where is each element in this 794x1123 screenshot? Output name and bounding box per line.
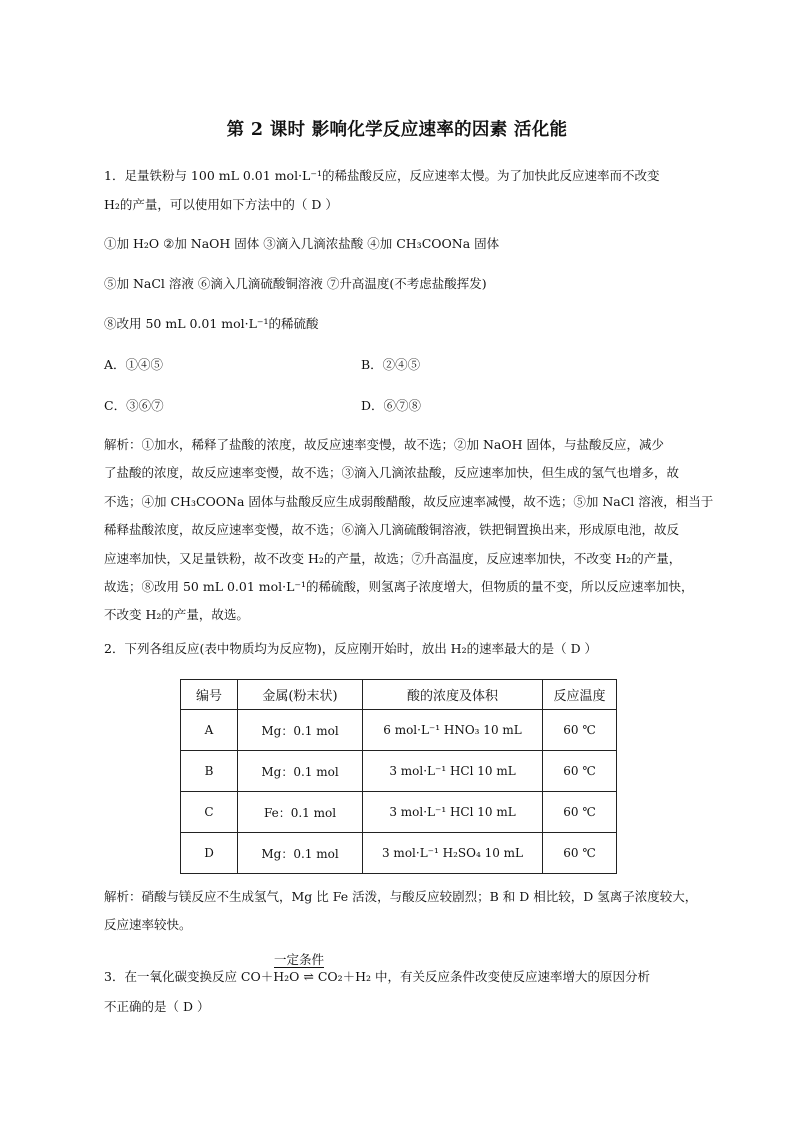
table-header: 金属(粉末状) [238, 680, 363, 710]
q1-analysis-line: 稀释盐酸浓度，故反应速率变慢，故不选；⑥滴入几滴硫酸铜溶液，铁把铜置换出来，形成原电池，故反 [104, 522, 680, 538]
table-cell: C [181, 792, 238, 833]
q1-option-a: A．①④⑤ [104, 357, 164, 372]
q1-items-line2: ⑤加 NaCl 溶液 ⑥滴入几滴硫酸铜溶液 ⑦升高温度(不考虑盐酸挥发) [104, 276, 487, 291]
table-row [181, 833, 617, 874]
table-cell: 6 mol·L⁻¹ HNO₃ 10 mL [363, 710, 543, 751]
q3-stem-line1: 3．在一氧化碳变换反应 CO＋H₂O ⇌ CO₂＋H₂ 中，有关反应条件改变使反应速率增大的原因分析 [104, 969, 651, 984]
table-cell: 60 ℃ [543, 751, 617, 792]
q1-analysis-line: 解析：①加水，稀释了盐酸的浓度，故反应速率变慢，故不选；②加 NaOH 固体，与盐酸反应，减少 [104, 437, 664, 452]
table-header: 酸的浓度及体积 [363, 680, 543, 710]
table-cell: D [181, 833, 238, 874]
table-cell: 60 ℃ [543, 710, 617, 751]
q1-option-c: C．③⑥⑦ [104, 398, 164, 413]
table-header: 编号 [181, 680, 238, 710]
table-cell: Mg：0.1 mol [238, 833, 363, 874]
q2-analysis-line: 解析：硝酸与镁反应不生成氢气，Mg 比 Fe 活泼，与酸反应较剧烈；B 和 D 相比较，D 氢离子浓度较大， [104, 889, 698, 904]
q2-analysis-line: 反应速率较快。 [104, 917, 192, 933]
table-cell: 3 mol·L⁻¹ HCl 10 mL [363, 751, 543, 792]
table-cell: Fe：0.1 mol [238, 792, 363, 833]
table-row [181, 710, 617, 751]
table-cell: 3 mol·L⁻¹ H₂SO₄ 10 mL [363, 833, 543, 874]
table-header: 反应温度 [543, 680, 617, 710]
q3-stem-line2: 不正确的是（ D ） [104, 999, 210, 1014]
q1-analysis-line: 不选；④加 CH₃COONa 固体与盐酸反应生成弱酸醋酸，故反应速率减慢，故不选；⑤加 NaCl 溶液，相当于 [104, 493, 714, 509]
q1-items-line1: ①加 H₂O ②加 NaOH 固体 ③滴入几滴浓盐酸 ④加 CH₃COONa 固体 [104, 236, 500, 251]
q1-stem-line2: H₂的产量，可以使用如下方法中的（ D ） [104, 197, 338, 212]
q1-analysis [104, 431, 724, 630]
table-row [181, 751, 617, 792]
q2-analysis [104, 883, 724, 940]
table-cell: 3 mol·L⁻¹ HCl 10 mL [363, 792, 543, 833]
reaction-table [180, 679, 617, 874]
table-row [181, 792, 617, 833]
q1-analysis-line: 不改变 H₂的产量，故选。 [104, 607, 249, 623]
q1-option-d: D．⑥⑦⑧ [361, 398, 422, 413]
page-title: 第 2 课时 影响化学反应速率的因素 活化能 [226, 120, 568, 140]
q1-analysis-line: 故选；⑧改用 50 mL 0.01 mol·L⁻¹的稀硫酸，则氢离子浓度增大，但物质的量不变，所以反应速率加快， [104, 579, 694, 595]
table-cell: 60 ℃ [543, 792, 617, 833]
table-cell: A [181, 710, 238, 751]
q1-option-b: B．②④⑤ [361, 357, 421, 372]
q2-stem: 2．下列各组反应(表中物质均为反应物)，反应刚开始时，放出 H₂的速率最大的是（ D ） [104, 641, 598, 656]
table-cell: B [181, 751, 238, 792]
q1-analysis-line: 了盐酸的浓度，故反应速率变慢，故不选；③滴入几滴浓盐酸，反应速率加快，但生成的氢气也增多，故 [104, 465, 680, 481]
q1-items-line3: ⑧改用 50 mL 0.01 mol·L⁻¹的稀硫酸 [104, 316, 319, 331]
table-cell: Mg：0.1 mol [238, 710, 363, 751]
table-header-row [181, 680, 617, 710]
table-cell: Mg：0.1 mol [238, 751, 363, 792]
q1-analysis-line: 应速率加快，又足量铁粉，故不改变 H₂的产量，故选；⑦升高温度，反应速率加快，不改变 H₂的产量， [104, 550, 682, 566]
q1-stem-line1: 1．足量铁粉与 100 mL 0.01 mol·L⁻¹的稀盐酸反应，反应速率太慢。为了加快此反应速率而不改变 [104, 168, 660, 183]
table-cell: 60 ℃ [543, 833, 617, 874]
reaction-condition-label: 一定条件 [274, 952, 325, 967]
